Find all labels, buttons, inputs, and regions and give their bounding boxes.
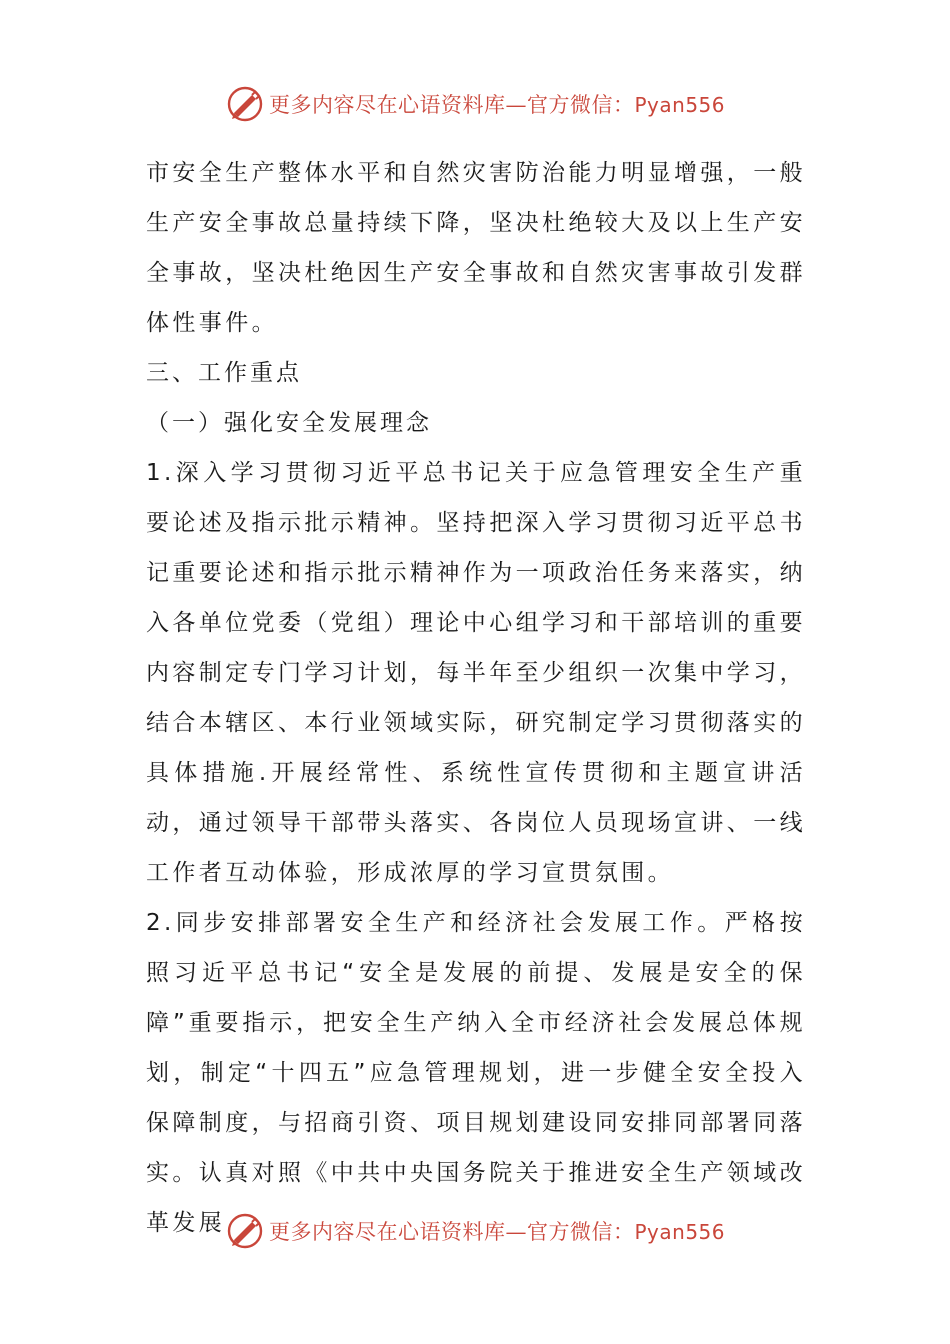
document-body: [146, 148, 806, 1248]
watermark-text: 更多内容尽在心语资料库—官方微信：Pyan556: [268, 93, 725, 117]
watermark-header: [0, 82, 950, 126]
wechat-id: Pyan556: [634, 1220, 725, 1244]
wechat-id: Pyan556: [634, 93, 725, 117]
subsection-heading: （一）强化安全发展理念: [146, 410, 432, 436]
paragraph-continuation: 市安全生产整体水平和自然灾害防治能力明显增强，一般生产安全事故总量持续下降，坚决杜绝较大及以上生产安全事故，坚决杜绝因生产安全事故和自然灾害事故引发群体性事件。: [146, 160, 806, 336]
watermark-text: 更多内容尽在心语资料库—官方微信：Pyan556: [268, 1220, 725, 1244]
item-1-paragraph: 1.深入学习贯彻习近平总书记关于应急管理安全生产重要论述及指示批示精神。坚持把深入学习贯彻习近平总书记重要论述和指示批示精神作为一项政治任务来落实，纳入各单位党委（党组）理论中心组学习和干部培训的重要内容制定专门学习计划，每半年至少组织一次集中学习，结合本辖区、本行业领域实际，研究制定学习贯彻落实的具体措施.开展经常性、系统性宣传贯彻和主题宣讲活动，通过领导干部带头落实、各岗位人员现场宣讲、一线工作者互动体验，形成浓厚的学习宣贯氛围。: [146, 460, 806, 886]
pen-logo-icon: [225, 84, 265, 124]
watermark-footer: [0, 1209, 950, 1253]
item-2-paragraph: 2.同步安排部署安全生产和经济社会发展工作。严格按照习近平总书记“安全是发展的前提、发展是安全的保障”重要指示，把安全生产纳入全市经济社会发展总体规划，制定“十四五”应急管理规划，进一步健全安全投入保障制度，与招商引资、项目规划建设同安排同部署同落实。认真对照《中共中央国务院关于推进安全生产领域改革发展: [146, 910, 806, 1236]
section-heading: 三、工作重点: [146, 360, 302, 386]
pen-logo-icon: [225, 1211, 265, 1251]
